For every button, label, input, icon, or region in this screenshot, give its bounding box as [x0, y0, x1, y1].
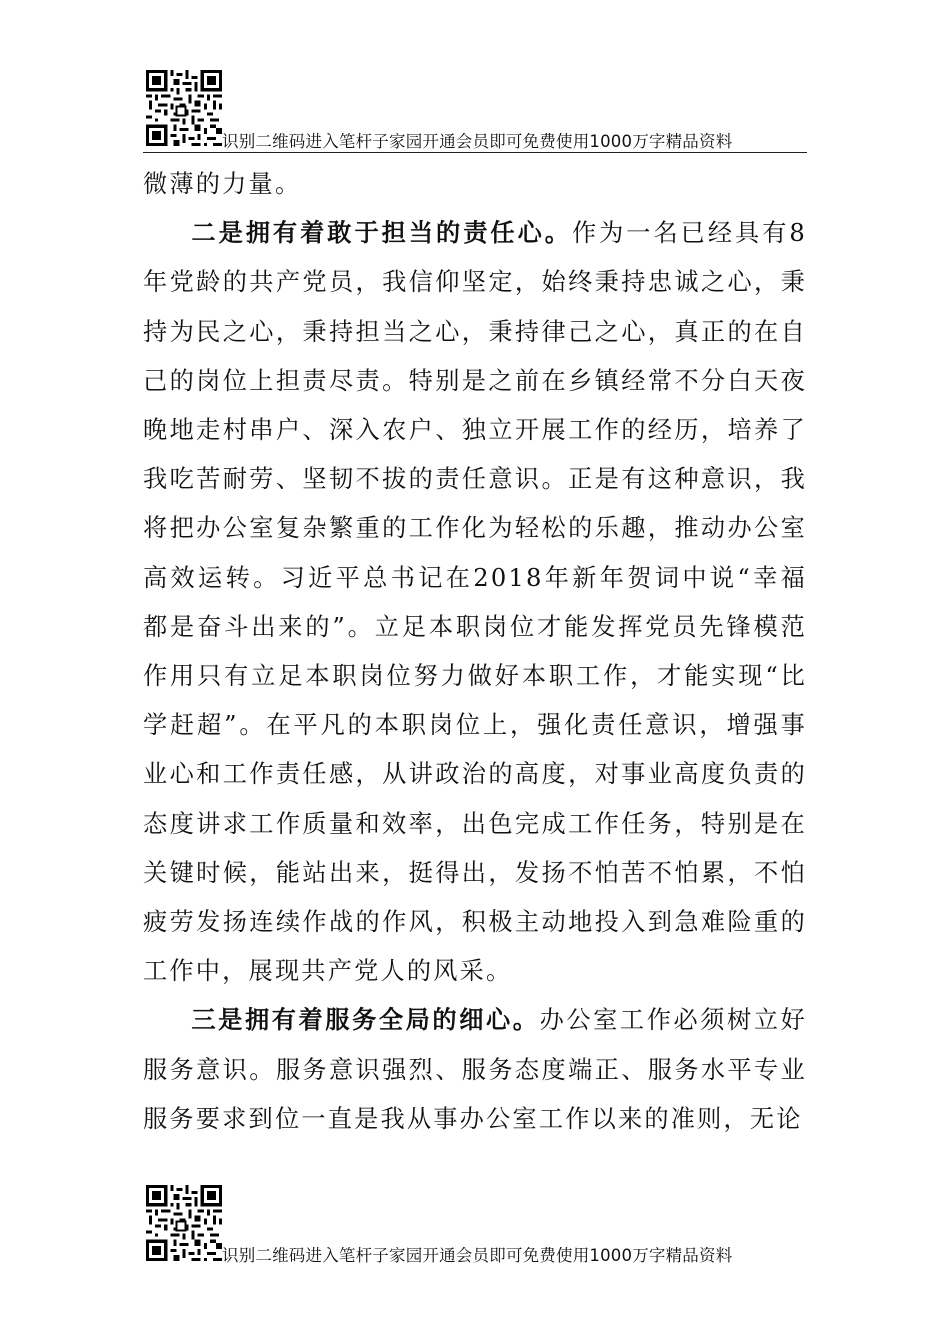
paragraph-service: [143, 996, 807, 1144]
document-body: [143, 160, 807, 1144]
footer-banner-text: 识别二维码进入笔杆子家园开通会员即可免费使用1000万字精品资料: [222, 1246, 733, 1265]
paragraph-heading: 三是拥有着服务全局的细心。: [191, 1006, 540, 1035]
paragraph-text: 作为一名已经具有8年党龄的共产党员，我信仰坚定，始终秉持忠诚之心，秉持为民之心，秉持担当之心，秉持律己之心，真正的在自己的岗位上担责尽责。特别是之前在乡镇经常不分白天夜晚地走村串户、深入农户、独立开展工作的经历，培养了我吃苦耐劳、坚韧不拔的责任意识。正是有这种意识，我将把办公室复杂繁重的工作化为轻松的乐趣，推动办公室高效运转。习近平总书记在2018年新年贺词中说“幸福都是奋斗出来的”。立足本职岗位才能发挥党员先锋模范作用只有立足本职岗位努力做好本职工作，才能实现“比学赶超”。在平凡的本职岗位上，强化责任意识，增强事业心和工作责任感，从讲政治的高度，对事业高度负责的态度讲求工作质量和效率，出色完成工作任务，特别是在关键时候，能站出来，挺得出，发扬不怕苦不怕累，不怕疲劳发扬连续作战的作风，积极主动地投入到急难险重的工作中，展现共产党人的风采。: [143, 219, 807, 986]
paragraph-heading: 二是拥有着敢于担当的责任心。: [191, 219, 572, 248]
paragraph-continuation: 微薄的力量。: [143, 170, 302, 198]
header-qr-code-icon: [146, 70, 222, 146]
footer-qr-code-icon: [146, 1185, 222, 1261]
header-divider: [143, 152, 807, 153]
header-banner-text: 识别二维码进入笔杆子家园开通会员即可免费使用1000万字精品资料: [222, 132, 733, 151]
paragraph-responsibility: [143, 209, 807, 996]
paragraph-text: 办公室工作必须树立好服务意识。服务意识强烈、服务态度端正、服务水平专业服务要求到位一直是我从事办公室工作以来的准则，无论: [143, 1006, 807, 1133]
